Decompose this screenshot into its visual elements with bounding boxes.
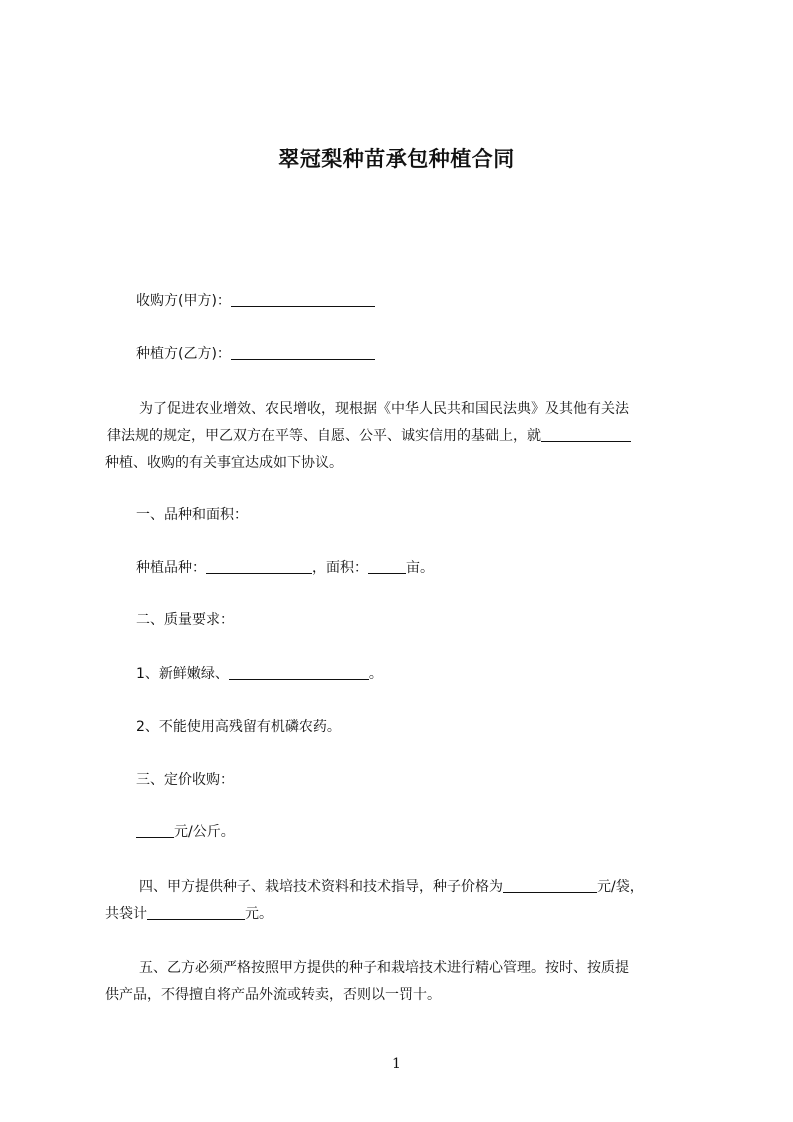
party-a-blank bbox=[231, 288, 375, 307]
section-4-line-1-suffix: 元/袋， bbox=[597, 879, 644, 895]
preamble-line-2 bbox=[107, 422, 631, 450]
area-blank bbox=[368, 555, 406, 574]
section-4-line-1-prefix: 四、甲方提供种子、栽培技术资料和技术指导，种子价格为 bbox=[139, 879, 503, 895]
party-b-line bbox=[136, 340, 375, 368]
party-b-blank bbox=[231, 341, 375, 360]
page-number: 1 bbox=[392, 1056, 401, 1072]
price-unit: 元/公斤。 bbox=[174, 824, 235, 840]
section-5-line-2: 供产品，不得擅自将产品外流或转卖，否则以一罚十。 bbox=[105, 987, 441, 1003]
preamble-line-1: 为了促进农业增效、农民增收，现根据《中华人民共和国民法典》及其他有关法 bbox=[139, 401, 629, 417]
document-title: 翠冠梨种苗承包种植合同 bbox=[278, 147, 515, 171]
area-unit: 亩。 bbox=[406, 560, 434, 576]
quality-blank bbox=[229, 661, 369, 680]
section-4-line-2-suffix: 元。 bbox=[245, 906, 273, 922]
variety-area-line bbox=[136, 554, 434, 582]
section-1-heading: 一、品种和面积： bbox=[136, 507, 248, 523]
section-3-heading: 三、定价收购： bbox=[136, 772, 234, 788]
price-line bbox=[136, 818, 235, 846]
quality-item-1-suffix: 。 bbox=[368, 666, 383, 682]
seed-price-blank bbox=[503, 874, 597, 893]
seed-total-blank bbox=[147, 901, 245, 920]
variety-blank bbox=[206, 555, 312, 574]
party-b-label: 种植方(乙方)： bbox=[136, 346, 231, 362]
preamble-line-3: 种植、收购的有关事宜达成如下协议。 bbox=[105, 455, 343, 471]
section-4-line-2-prefix: 共袋计 bbox=[105, 906, 147, 922]
party-a-label: 收购方(甲方)： bbox=[136, 293, 231, 309]
section-4-line-2 bbox=[105, 900, 273, 928]
area-label: ，面积： bbox=[312, 560, 368, 576]
preamble-line-2-text: 律法规的规定，甲乙双方在平等、自愿、公平、诚实信用的基础上，就 bbox=[107, 428, 541, 444]
quality-item-2: 2、不能使用高残留有机磷农药。 bbox=[136, 719, 341, 735]
variety-label: 种植品种： bbox=[136, 560, 206, 576]
section-2-heading: 二、质量要求： bbox=[136, 612, 234, 628]
preamble-blank bbox=[541, 423, 631, 442]
quality-item-1-prefix: 1、新鲜嫩绿、 bbox=[136, 666, 229, 682]
section-5-line-1: 五、乙方必须严格按照甲方提供的种子和栽培技术进行精心管理。按时、按质提 bbox=[139, 960, 629, 976]
quality-item-1 bbox=[136, 660, 383, 688]
price-blank bbox=[136, 819, 174, 838]
section-4-line-1 bbox=[139, 873, 644, 901]
party-a-line bbox=[136, 287, 375, 315]
